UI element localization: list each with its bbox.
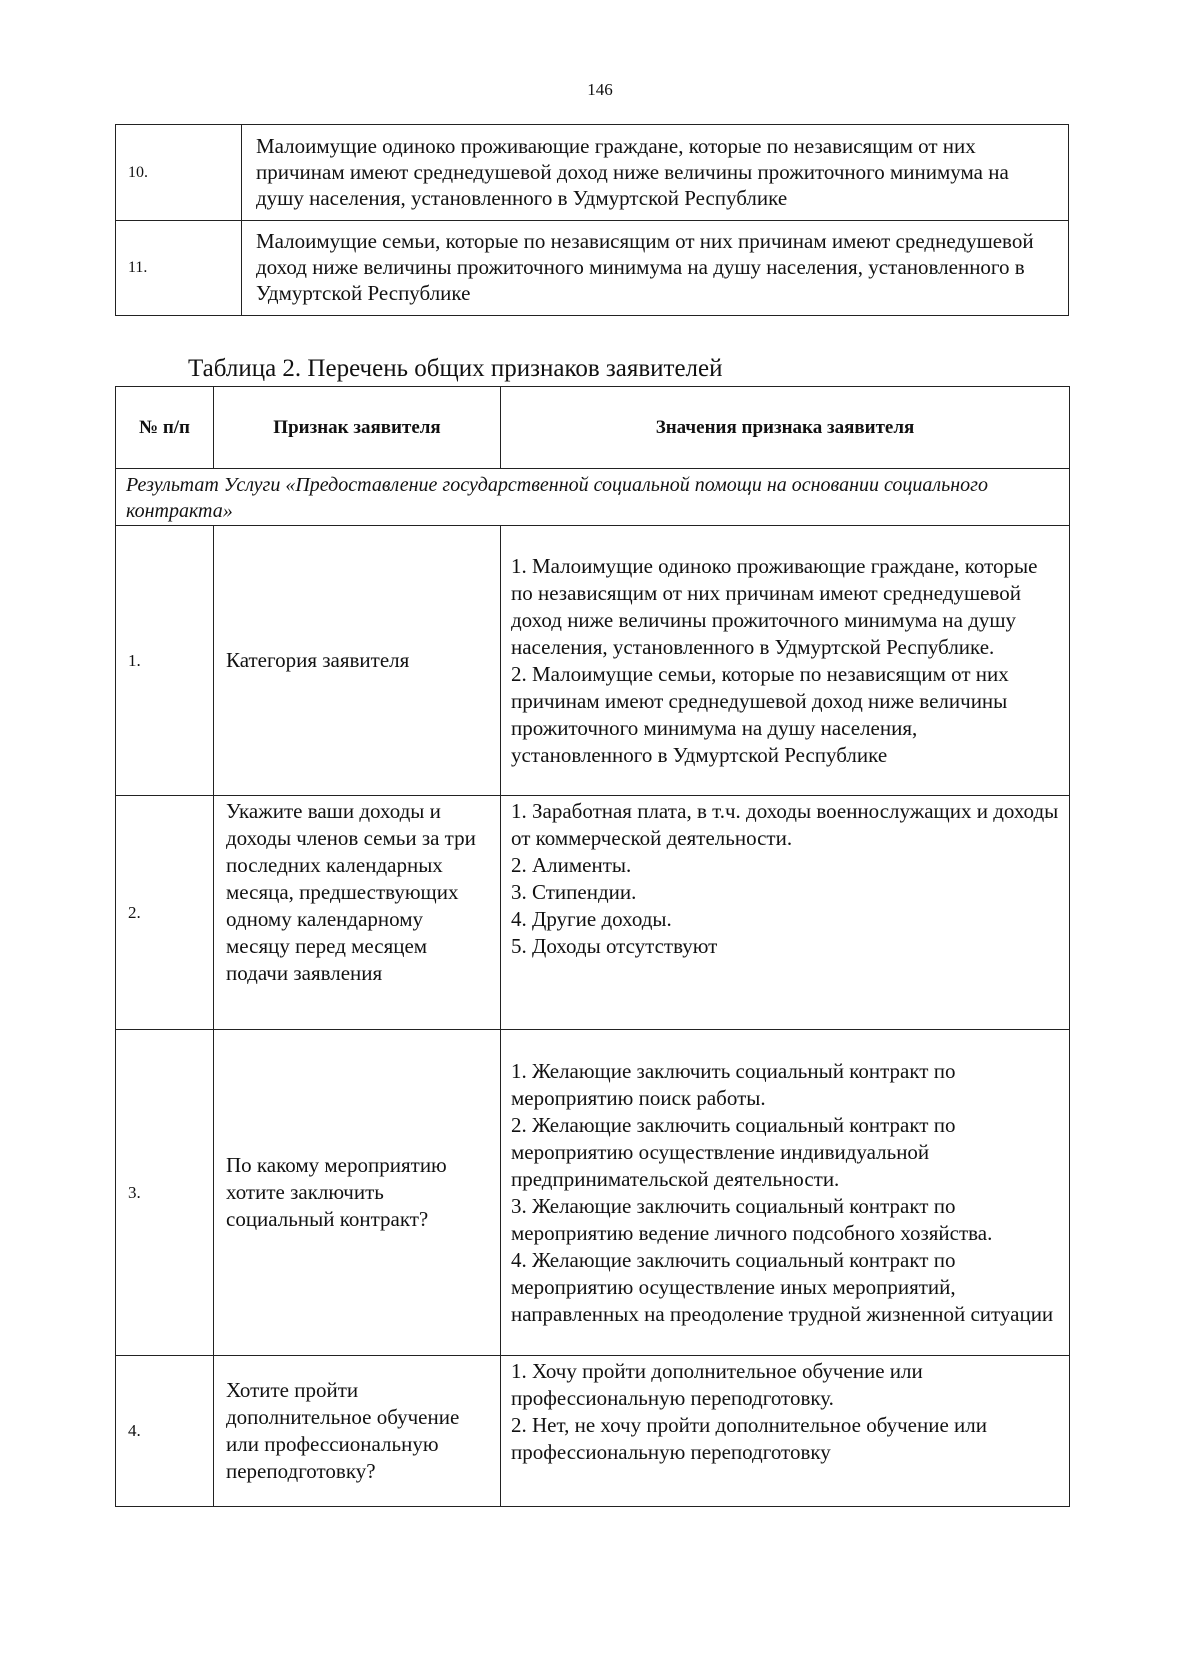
applicant-signs-table xyxy=(115,386,1070,1507)
row-number: 4. xyxy=(116,1356,214,1507)
column-header-sign: Признак заявителя xyxy=(214,387,501,469)
value-item: 1. Малоимущие одиноко проживающие граждане, которые по независящим от них причинам имеют среднедушевой доход ниже величины прожиточного минимума на душу населения, установленного в Удмуртской Республике. xyxy=(511,553,1038,659)
row-number: 3. xyxy=(116,1030,214,1356)
row-number: 10. xyxy=(116,125,242,221)
row-number: 1. xyxy=(116,526,214,796)
value-item: 2. Алименты. xyxy=(511,853,632,877)
sign-name: Укажите ваши доходы и доходы членов семьи за три последних календарных месяца, предшествующих одному календарному месяцу перед месяцем подачи заявления xyxy=(214,796,501,1030)
sign-name: Категория заявителя xyxy=(214,526,501,796)
value-item: 1. Желающие заключить социальный контракт по мероприятию поиск работы. xyxy=(511,1058,956,1110)
sign-values xyxy=(501,796,1070,1030)
row-text: Малоимущие одиноко проживающие граждане, которые по независящим от них причинам имеют среднедушевой доход ниже величины прожиточного минимума на душу населения, установленного в Удмуртской Республике xyxy=(242,125,1069,221)
page-number: 146 xyxy=(587,80,613,99)
value-item: 3. Желающие заключить социальный контракт по мероприятию ведение личного подсобного хозяйства. xyxy=(511,1193,993,1245)
service-result-heading: Результат Услуги «Предоставление государственной социальной помощи на основании социального контракта» xyxy=(116,469,1070,526)
value-item: 2. Малоимущие семьи, которые по независящим от них причинам имеют среднедушевой доход ниже величины прожиточного минимума на душу населения, установленного в Удмуртской Республике xyxy=(511,661,1009,767)
row-number: 2. xyxy=(116,796,214,1030)
section-row xyxy=(116,469,1070,526)
sign-name: Хотите пройти дополнительное обучение или профессиональную переподготовку? xyxy=(214,1356,501,1507)
sign-values xyxy=(501,1030,1070,1356)
value-item: 4. Желающие заключить социальный контракт по мероприятию осуществление иных мероприятий, направленных на преодоление трудной жизненной ситуации xyxy=(511,1247,1054,1326)
table-row xyxy=(116,526,1070,796)
value-item: 1. Заработная плата, в т.ч. доходы военнослужащих и доходы от коммерческой деятельности. xyxy=(511,799,1059,850)
row-number: 11. xyxy=(116,221,242,316)
value-item: 2. Желающие заключить социальный контракт по мероприятию осуществление индивидуальной предпринимательской деятельности. xyxy=(511,1112,956,1191)
sign-values xyxy=(501,1356,1070,1507)
value-item: 1. Хочу пройти дополнительное обучение или профессиональную переподготовку. xyxy=(511,1359,923,1410)
table-row xyxy=(116,1030,1070,1356)
table-row xyxy=(116,125,1069,221)
sign-name: По какому мероприятию хотите заключить социальный контракт? xyxy=(214,1030,501,1356)
continuation-table xyxy=(115,124,1069,316)
table-row xyxy=(116,1356,1070,1507)
column-header-values: Значения признака заявителя xyxy=(501,387,1070,469)
value-item: 3. Стипендии. xyxy=(511,880,637,904)
table-row xyxy=(116,221,1069,316)
table-row xyxy=(116,796,1070,1030)
sign-values xyxy=(501,526,1070,796)
column-header-number: № п/п xyxy=(116,387,214,469)
table-header-row xyxy=(116,387,1070,469)
value-item: 2. Нет, не хочу пройти дополнительное обучение или профессиональную переподготовку xyxy=(511,1413,987,1464)
value-item: 5. Доходы отсутствуют xyxy=(511,934,718,958)
row-text: Малоимущие семьи, которые по независящим от них причинам имеют среднедушевой доход ниже величины прожиточного минимума на душу населения, установленного в Удмуртской Республике xyxy=(242,221,1069,316)
value-item: 4. Другие доходы. xyxy=(511,907,672,931)
table-caption: Таблица 2. Перечень общих признаков заявителей xyxy=(188,355,723,382)
